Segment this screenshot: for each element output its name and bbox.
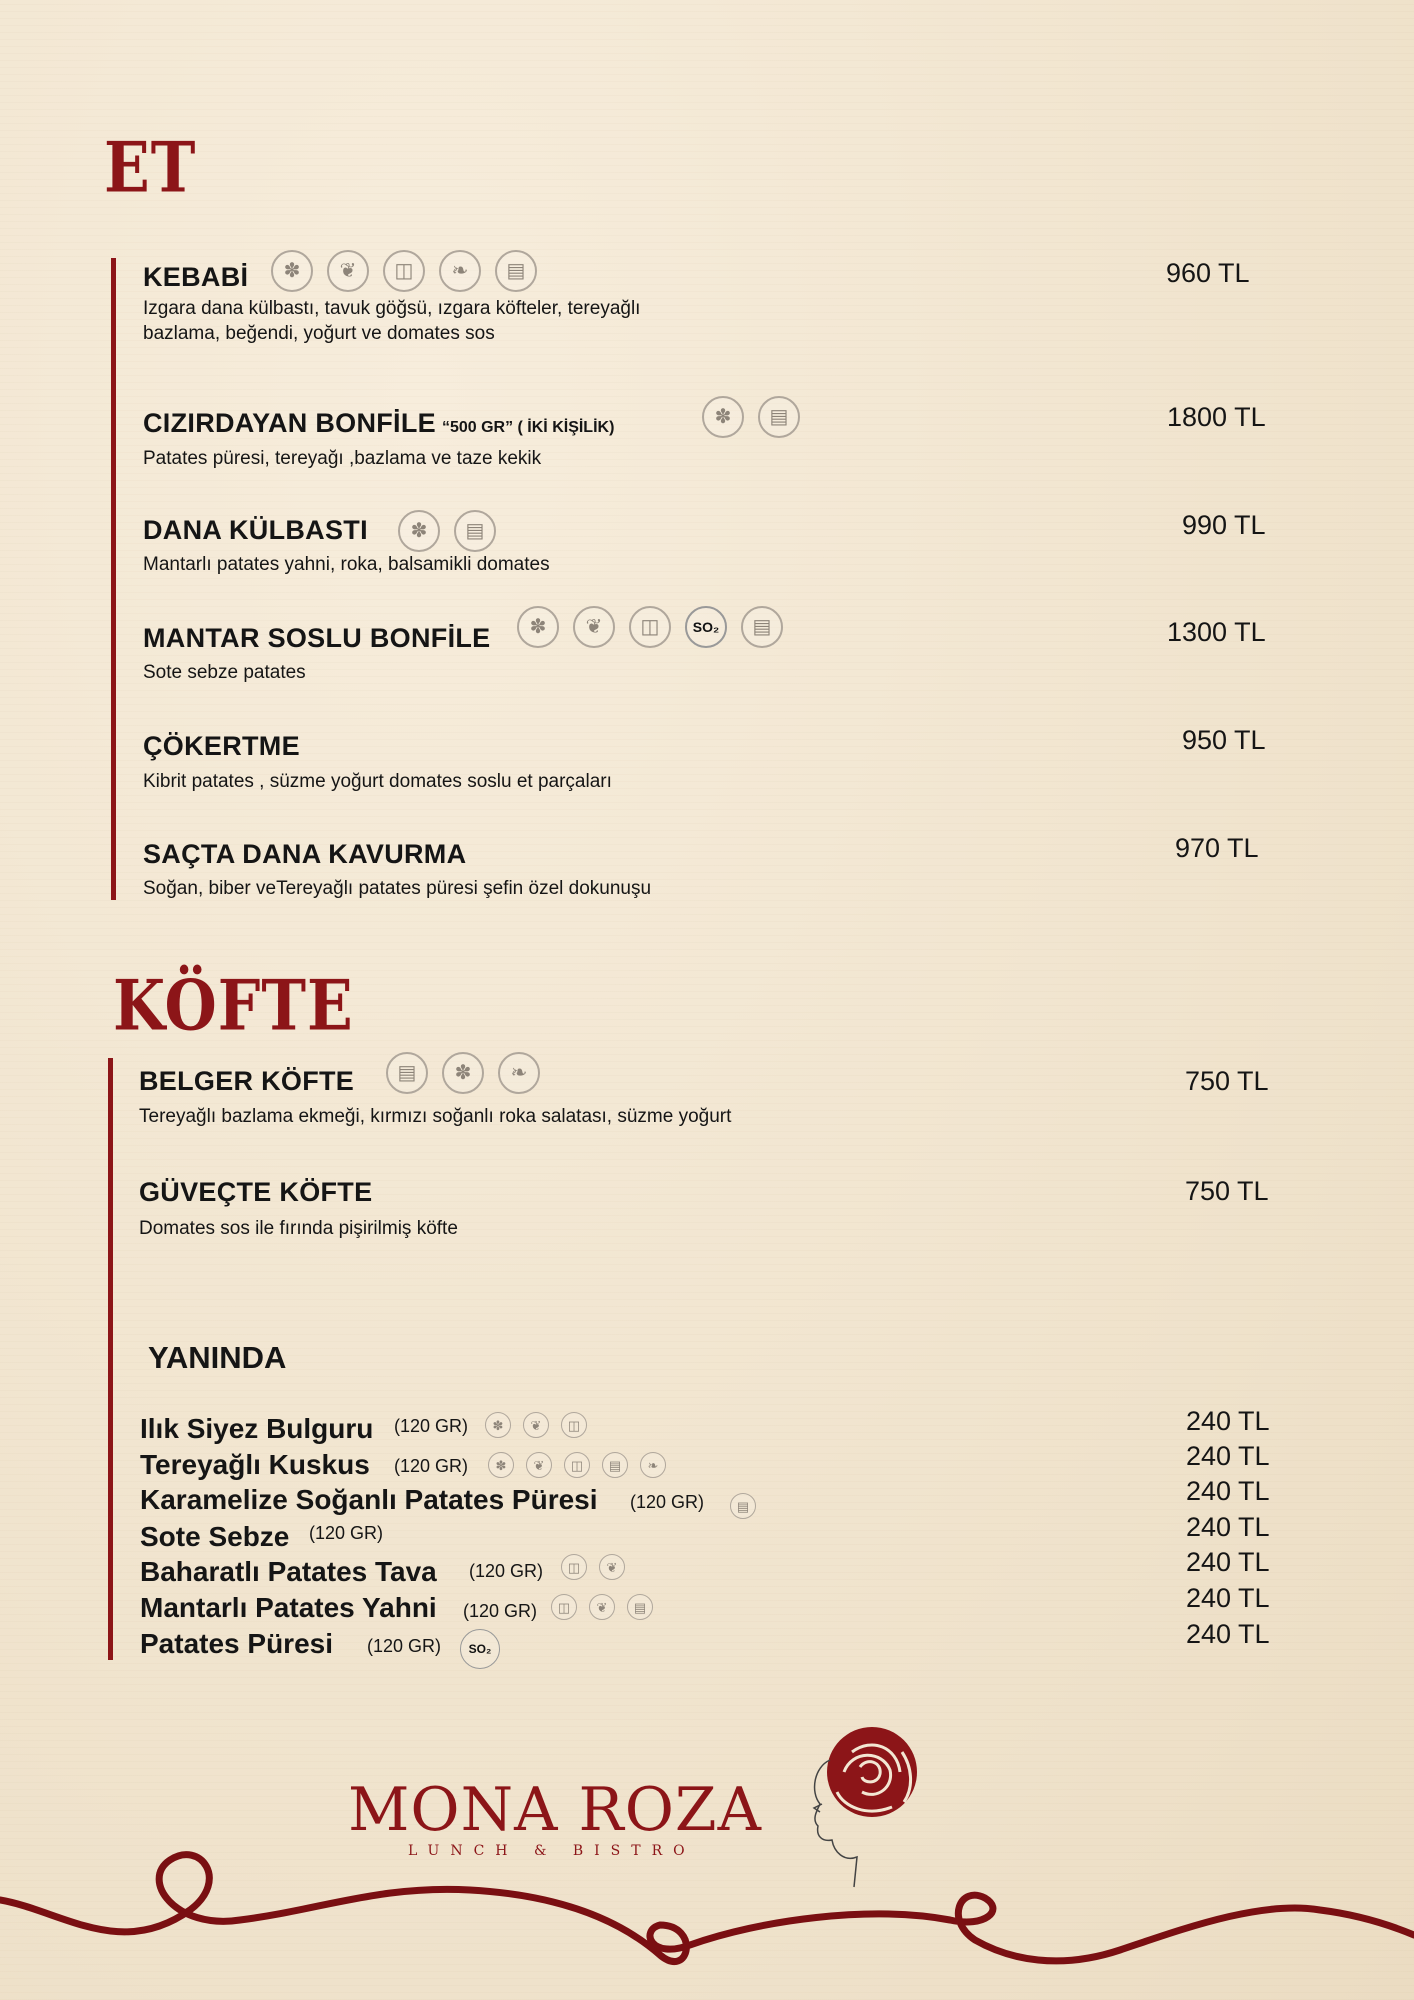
menu-item-name — [143, 408, 614, 439]
side-item-price: 240 TL — [1186, 1406, 1270, 1436]
decorative-swirl — [0, 1760, 1414, 2000]
celery-icon: ❦ — [523, 1412, 549, 1438]
side-item-price: 240 TL — [1186, 1476, 1270, 1506]
menu-item-price: 990 TL — [1182, 510, 1266, 540]
side-item-portion: (120 GR) — [469, 1561, 544, 1581]
menu-item-title: CIZIRDAYAN BONFİLE — [143, 408, 436, 438]
wheat-icon: ✽ — [271, 250, 313, 292]
menu-item-name: ÇÖKERTME — [143, 731, 300, 761]
side-item-name: Patates Püresi — [140, 1628, 333, 1659]
side-item-name: Sote Sebze — [140, 1521, 290, 1552]
menu-item-price: 750 TL — [1185, 1066, 1269, 1096]
wheat-icon: ✽ — [485, 1412, 511, 1438]
section-title-kofte: KÖFTE — [113, 966, 354, 1047]
section-divider-bar — [111, 258, 116, 900]
side-item-price: 240 TL — [1186, 1441, 1270, 1471]
milk-icon: ▤ — [602, 1452, 628, 1478]
side-item-price: 240 TL — [1186, 1619, 1270, 1649]
menu-item-price: 1300 TL — [1167, 617, 1266, 647]
side-item-price: 240 TL — [1186, 1512, 1270, 1542]
menu-item-price: 960 TL — [1166, 258, 1250, 288]
side-item-portion: (120 GR) — [367, 1636, 442, 1656]
wheat-icon: ✽ — [442, 1052, 484, 1094]
menu-item-price: 950 TL — [1182, 725, 1266, 755]
allergen-icons — [551, 1594, 665, 1620]
side-item-portion: (120 GR) — [394, 1416, 469, 1436]
so2-icon: SO₂ — [685, 606, 727, 648]
side-item-portion: (120 GR) — [394, 1456, 469, 1476]
side-item-price: 240 TL — [1186, 1583, 1270, 1613]
celery-icon: ❦ — [589, 1594, 615, 1620]
menu-item-price: 970 TL — [1175, 833, 1259, 863]
allergen-icons — [386, 1052, 554, 1094]
peanut-icon: ❧ — [439, 250, 481, 292]
menu-item-description: Izgara dana külbastı, tavuk göğsü, ızgara köfteler, tereyağlı — [143, 298, 641, 319]
mustard-icon: ◫ — [551, 1594, 577, 1620]
menu-item-name: MANTAR SOSLU BONFİLE — [143, 623, 491, 653]
menu-item-description: Mantarlı patates yahni, roka, balsamikli domates — [143, 554, 550, 575]
menu-item-description: Patates püresi, tereyağı ,bazlama ve taze kekik — [143, 448, 542, 469]
milk-icon: ▤ — [386, 1052, 428, 1094]
menu-item-description: Sote sebze patates — [143, 662, 306, 683]
brand-name: MONA ROZA — [348, 1775, 762, 1845]
milk-icon: ▤ — [758, 396, 800, 438]
allergen-icons — [460, 1629, 512, 1669]
side-item-portion: (120 GR) — [463, 1601, 538, 1621]
section-title-et: ET — [104, 128, 197, 209]
allergen-icons — [398, 510, 510, 552]
wheat-icon: ✽ — [702, 396, 744, 438]
milk-icon: ▤ — [627, 1594, 653, 1620]
side-item-name: Karamelize Soğanlı Patates Püresi — [140, 1484, 598, 1515]
milk-icon: ▤ — [495, 250, 537, 292]
mustard-icon: ◫ — [564, 1452, 590, 1478]
menu-item-name: GÜVEÇTE KÖFTE — [139, 1177, 373, 1207]
section-title-yaninda: YANINDA — [148, 1340, 287, 1375]
menu-item-name: SAÇTA DANA KAVURMA — [143, 839, 467, 869]
portion-note: “500 GR” ( İKİ KİŞİLİK) — [441, 419, 615, 436]
menu-item-description: Kibrit patates , süzme yoğurt domates soslu et parçaları — [143, 771, 612, 792]
brand-tagline: LUNCH & BISTRO — [408, 1843, 696, 1859]
mustard-icon: ◫ — [383, 250, 425, 292]
menu-item-price: 750 TL — [1185, 1176, 1269, 1206]
mustard-icon: ◫ — [561, 1554, 587, 1580]
milk-icon: ▤ — [730, 1493, 756, 1519]
side-item-name: Mantarlı Patates Yahni — [140, 1592, 437, 1623]
section-divider-bar — [108, 1058, 113, 1660]
side-item-portion: (120 GR) — [630, 1492, 705, 1512]
menu-item-description: Domates sos ile fırında pişirilmiş köfte — [139, 1218, 458, 1239]
celery-icon: ❦ — [327, 250, 369, 292]
celery-icon: ❦ — [599, 1554, 625, 1580]
menu-item-description: Soğan, biber veTereyağlı patates püresi şefin özel dokunuşu — [143, 878, 652, 899]
milk-icon: ▤ — [741, 606, 783, 648]
allergen-icons — [517, 606, 797, 648]
wheat-icon: ✽ — [488, 1452, 514, 1478]
side-item-portion: (120 GR) — [309, 1523, 384, 1543]
allergen-icons — [561, 1554, 637, 1580]
peanut-icon: ❧ — [640, 1452, 666, 1478]
menu-item-price: 1800 TL — [1167, 402, 1266, 432]
allergen-icons — [730, 1493, 768, 1519]
allergen-icons — [702, 396, 814, 438]
mustard-icon: ◫ — [629, 606, 671, 648]
allergen-icons — [488, 1452, 678, 1478]
allergen-icons — [271, 250, 551, 292]
peanut-icon: ❧ — [498, 1052, 540, 1094]
allergen-icons — [485, 1412, 599, 1438]
so2-icon: SO₂ — [460, 1629, 500, 1669]
celery-icon: ❦ — [573, 606, 615, 648]
menu-item-description: bazlama, beğendi, yoğurt ve domates sos — [143, 323, 495, 344]
side-item-price: 240 TL — [1186, 1547, 1270, 1577]
menu-item-description: Tereyağlı bazlama ekmeği, kırmızı soğanlı roka salatası, süzme yoğurt — [139, 1106, 732, 1127]
menu-item-name: DANA KÜLBASTI — [143, 515, 368, 545]
milk-icon: ▤ — [454, 510, 496, 552]
side-item-name: Ilık Siyez Bulguru — [140, 1413, 374, 1444]
wheat-icon: ✽ — [517, 606, 559, 648]
mustard-icon: ◫ — [561, 1412, 587, 1438]
wheat-icon: ✽ — [398, 510, 440, 552]
celery-icon: ❦ — [526, 1452, 552, 1478]
menu-item-name: KEBABİ — [143, 262, 249, 292]
menu-item-name: BELGER KÖFTE — [139, 1066, 355, 1096]
side-item-name: Baharatlı Patates Tava — [140, 1556, 437, 1587]
side-item-name: Tereyağlı Kuskus — [140, 1449, 370, 1480]
